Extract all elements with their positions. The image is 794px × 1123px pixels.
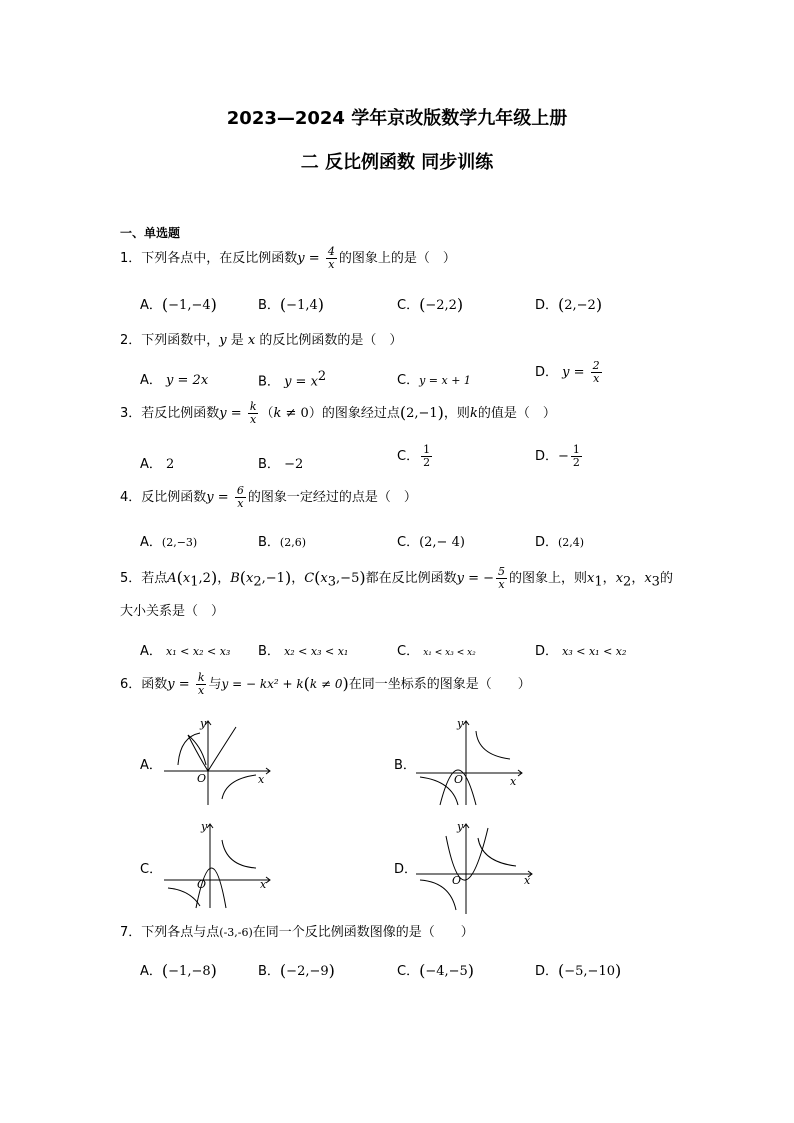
origin-label: O bbox=[454, 773, 464, 786]
option-exponent: 2 bbox=[317, 369, 327, 384]
q7-post: 在同一个反比例函数图像的是（ ） bbox=[252, 925, 474, 940]
q7-text: 7．下列各点与点 bbox=[120, 925, 220, 940]
q3-k: k bbox=[469, 406, 478, 421]
q3-post2: 的值是（ ） bbox=[477, 406, 556, 421]
q5-post2: 的 bbox=[659, 571, 673, 586]
option-label: D． bbox=[535, 298, 559, 313]
paren: ( bbox=[314, 568, 321, 587]
option-label: B． bbox=[258, 374, 280, 390]
question-5: 5．若点$A(x_1,2)$，$B(x_2,-1)$，$C(x_3,-5)$都在反比例函数y = − $\frac{5}{x}$ 的图象上，则$x_1$，$x_2$，$x_3$的 bbox=[120, 565, 673, 591]
hyperbola-branch-upper-right bbox=[476, 731, 510, 759]
paren: ) bbox=[317, 295, 324, 314]
q7-option-c[interactable] bbox=[397, 960, 474, 980]
option-label: A． bbox=[140, 964, 162, 979]
x-axis-label: x bbox=[260, 878, 267, 891]
q6-eq: = bbox=[174, 677, 194, 692]
q5-var: x bbox=[246, 571, 254, 586]
q2-option-a[interactable] bbox=[140, 369, 208, 388]
paren: ( bbox=[239, 568, 247, 587]
q5-sub: 1 bbox=[190, 574, 199, 590]
option-label: C． bbox=[397, 373, 420, 388]
q6-graph-c[interactable] bbox=[160, 818, 275, 910]
q1-num: 4 bbox=[327, 245, 335, 258]
paren: ( bbox=[303, 674, 310, 693]
option-value: x₂ < x₃ < x₁ bbox=[284, 645, 349, 658]
q5-option-d[interactable] bbox=[535, 640, 626, 659]
q6-option-d-label[interactable]: D． bbox=[394, 862, 418, 877]
q7-option-a[interactable] bbox=[140, 960, 217, 980]
paren: ( bbox=[176, 568, 183, 587]
q5-option-a[interactable] bbox=[140, 640, 230, 659]
origin-label: O bbox=[197, 878, 207, 891]
q1-var: y bbox=[297, 251, 305, 266]
q3-c-fraction bbox=[421, 444, 432, 469]
x-axis-label: x bbox=[258, 773, 265, 786]
option-value: y = x + 1 bbox=[419, 374, 471, 387]
fraction-num: 2 bbox=[592, 359, 600, 372]
q1-option-d[interactable] bbox=[535, 294, 602, 314]
question-1 bbox=[120, 246, 456, 271]
q4-text: 4．反比例函数 bbox=[120, 490, 207, 505]
q4-option-b[interactable] bbox=[258, 531, 306, 550]
q1-text: 1．下列各点中，在反比例函数 bbox=[120, 251, 298, 266]
option-value: −5,−10 bbox=[564, 964, 615, 979]
option-label: D． bbox=[535, 365, 559, 380]
option-label: C． bbox=[397, 644, 420, 659]
question-3 bbox=[120, 401, 556, 426]
q1-option-c[interactable] bbox=[397, 294, 463, 314]
option-value: x₁ < x₃ < x₂ bbox=[423, 648, 476, 658]
q3-option-d[interactable] bbox=[535, 444, 584, 469]
fraction-den: x bbox=[593, 372, 600, 385]
fraction-num: 6 bbox=[236, 484, 244, 497]
option-label: C． bbox=[397, 964, 420, 979]
q5-text: 5．若点 bbox=[120, 571, 168, 586]
question-4 bbox=[120, 485, 417, 510]
q6-expr: y = − kx² + k bbox=[221, 677, 304, 691]
option-value: 2,−2 bbox=[564, 298, 596, 313]
option-label: B． bbox=[258, 644, 280, 659]
option-label: D． bbox=[535, 449, 559, 464]
paren: ) bbox=[615, 961, 622, 980]
x-axis-label: x bbox=[524, 874, 531, 887]
option-value: −2 bbox=[284, 457, 304, 472]
q5-point-c: C bbox=[304, 571, 315, 586]
question-7 bbox=[120, 925, 474, 941]
paren: ) bbox=[284, 568, 292, 587]
option-label: C． bbox=[397, 449, 420, 464]
q6-var: y bbox=[167, 677, 175, 692]
fraction-num: k bbox=[197, 671, 205, 684]
q5-point-a: A bbox=[167, 571, 177, 586]
hyperbola-branch-lower-left bbox=[168, 888, 200, 906]
option-label: C． bbox=[397, 535, 420, 550]
option-label: A． bbox=[140, 457, 162, 472]
option-value: (2,− 4) bbox=[419, 535, 465, 550]
paren: ( bbox=[161, 961, 169, 980]
q3-d-fraction bbox=[571, 444, 582, 469]
paren: ) bbox=[328, 961, 335, 980]
q2-text: 2．下列函数中， bbox=[120, 333, 220, 348]
paren: ) bbox=[359, 568, 366, 587]
question-5-line2: 大小关系是（ ） bbox=[120, 604, 225, 619]
q5-rest: ,2 bbox=[198, 571, 211, 586]
q4-option-c[interactable] bbox=[397, 531, 465, 550]
q5-eq: = − bbox=[463, 571, 495, 586]
q7-point: (-3,-6) bbox=[219, 926, 253, 939]
option-value: y = 2x bbox=[166, 373, 209, 388]
option-label: D． bbox=[535, 535, 559, 550]
paren: ( bbox=[419, 295, 426, 314]
section-heading: 一、单选题 bbox=[120, 226, 181, 240]
option-label: B． bbox=[258, 964, 280, 979]
q5-sub: 3 bbox=[651, 574, 660, 590]
hyperbola-branch-lower-right bbox=[222, 775, 256, 799]
q5-mid: 都在反比例函数 bbox=[365, 571, 457, 586]
q6-cond: k ≠ 0 bbox=[309, 677, 343, 691]
y-axis-label: y bbox=[201, 820, 208, 833]
q6-graph-a[interactable] bbox=[160, 715, 275, 807]
option-value: (2,6) bbox=[279, 536, 306, 549]
q3-cond-k: k bbox=[273, 406, 282, 421]
q3-point: 2,−1 bbox=[406, 406, 438, 421]
hyperbola-branch-lower-left bbox=[420, 777, 458, 805]
q7-option-d[interactable] bbox=[535, 960, 621, 980]
fraction-den: x bbox=[198, 684, 205, 697]
option-label: B． bbox=[258, 535, 280, 550]
q5-option-b[interactable] bbox=[258, 640, 348, 659]
q5-x3: x bbox=[644, 571, 652, 586]
page-subtitle: 二 反比例函数 同步训练 bbox=[300, 152, 494, 173]
q2-var-y: y bbox=[219, 333, 227, 348]
fraction-num: 1 bbox=[423, 443, 431, 456]
origin-label: O bbox=[197, 772, 207, 785]
parabola-curve bbox=[446, 828, 488, 880]
q5-sub: 3 bbox=[327, 574, 337, 590]
q2-mid: 是 bbox=[226, 333, 248, 348]
fraction-num: k bbox=[249, 400, 257, 413]
paren: ) bbox=[595, 295, 603, 314]
option-value: −4,−5 bbox=[425, 964, 468, 979]
fraction-num: 5 bbox=[498, 565, 506, 578]
q1-eq: = bbox=[304, 251, 324, 266]
paren: ( bbox=[279, 295, 287, 314]
option-label: C． bbox=[397, 298, 420, 313]
q3-text: 3．若反比例函数 bbox=[120, 406, 220, 421]
paren: ) bbox=[467, 961, 475, 980]
q5-var: x bbox=[320, 571, 328, 586]
q2-post: 的反比例函数的是（ ） bbox=[255, 333, 403, 348]
q1-fraction bbox=[326, 246, 337, 271]
paren: ( bbox=[558, 295, 565, 314]
option-value: −2,−9 bbox=[286, 964, 329, 979]
option-label: B． bbox=[258, 457, 280, 472]
option-value: −1,−8 bbox=[168, 964, 211, 979]
q6-fraction bbox=[196, 672, 207, 697]
x-axis-label: x bbox=[510, 775, 517, 788]
option-label: A． bbox=[140, 535, 162, 550]
option-value: y = x bbox=[284, 374, 318, 390]
q5-option-c[interactable] bbox=[397, 640, 476, 659]
q5-x2: x bbox=[615, 571, 624, 586]
q2-option-b[interactable] bbox=[258, 369, 326, 389]
option-value: −1,−4 bbox=[168, 298, 211, 313]
option-value: 2 bbox=[166, 457, 175, 472]
q1-post: 的图象上的是（ ） bbox=[338, 251, 456, 266]
q1-den: x bbox=[328, 258, 335, 271]
q1-option-b[interactable] bbox=[258, 294, 324, 314]
q3-eq: = bbox=[226, 406, 246, 421]
fraction-den: x bbox=[250, 413, 257, 426]
fraction-den: x bbox=[237, 497, 244, 510]
q3-fraction bbox=[248, 401, 259, 426]
q5-sub: 2 bbox=[253, 574, 262, 590]
q3-post1: ，则 bbox=[443, 406, 470, 421]
q6-graph-d[interactable] bbox=[412, 818, 537, 916]
q7-option-b[interactable] bbox=[258, 960, 335, 980]
q5-sub: 1 bbox=[594, 574, 603, 590]
q4-option-a[interactable] bbox=[140, 531, 197, 550]
q3-option-c[interactable] bbox=[397, 444, 434, 469]
q4-eq: = bbox=[213, 490, 233, 505]
paren: ( bbox=[161, 295, 169, 314]
fraction-den: x bbox=[498, 578, 505, 591]
question-6 bbox=[120, 672, 531, 697]
q3-cond-open: （ bbox=[260, 406, 274, 421]
fraction-den: 2 bbox=[572, 456, 580, 469]
q5-sub: 2 bbox=[623, 574, 632, 590]
q3-cond-ne: ≠ 0 bbox=[281, 406, 309, 421]
q6-option-a-label[interactable]: A． bbox=[140, 758, 162, 773]
q2-var-x: x bbox=[247, 333, 256, 348]
q5-rest: ,−1 bbox=[261, 571, 285, 586]
paren: ( bbox=[558, 961, 565, 980]
paren: ( bbox=[419, 961, 426, 980]
q4-option-d[interactable] bbox=[535, 531, 584, 550]
q4-var: y bbox=[206, 490, 214, 505]
option-value: x₃ < x₁ < x₂ bbox=[562, 645, 627, 658]
option-value: x₁ < x₂ < x₃ bbox=[166, 645, 231, 658]
option-label: B． bbox=[258, 298, 280, 313]
q5-x1: x bbox=[587, 571, 595, 586]
q5-point-b: B bbox=[230, 571, 240, 586]
paren: ) bbox=[210, 961, 217, 980]
q6-mid: 与 bbox=[208, 677, 222, 692]
question-2 bbox=[120, 333, 402, 349]
q5-var-y: y bbox=[456, 571, 464, 586]
paren: ) bbox=[437, 403, 444, 422]
q2-option-c[interactable] bbox=[397, 369, 471, 388]
option-value: (2,−3) bbox=[161, 536, 198, 549]
option-value: y = bbox=[562, 365, 589, 380]
page-title: 2023—2024 学年京改版数学九年级上册 bbox=[226, 108, 568, 129]
fraction-num: 1 bbox=[572, 443, 580, 456]
y-axis-label: y bbox=[457, 820, 464, 833]
y-axis-label: y bbox=[457, 717, 464, 730]
q5-var: x bbox=[182, 571, 191, 586]
paren: ) bbox=[342, 674, 349, 693]
q3-cond-end: ）的图象经过点 bbox=[308, 406, 400, 421]
option-sign: − bbox=[558, 449, 569, 464]
y-axis-label: y bbox=[200, 717, 207, 730]
q4-fraction bbox=[235, 485, 246, 510]
option-value: −2,2 bbox=[425, 298, 457, 313]
q6-text: 6．函数 bbox=[120, 677, 168, 692]
parabola-curve bbox=[188, 727, 236, 771]
q2-d-fraction bbox=[591, 360, 602, 385]
q3-option-a[interactable] bbox=[140, 453, 174, 472]
option-label: D． bbox=[535, 644, 559, 659]
q3-option-b[interactable] bbox=[258, 453, 303, 472]
hyperbola-branch-lower-left bbox=[420, 880, 456, 910]
origin-label: O bbox=[452, 874, 462, 887]
option-label: A． bbox=[140, 298, 162, 313]
option-value: −1,4 bbox=[286, 298, 318, 313]
option-label: D． bbox=[535, 964, 559, 979]
paren: ) bbox=[456, 295, 464, 314]
q4-post: 的图象一定经过的点是（ ） bbox=[247, 490, 417, 505]
q6-option-b-label[interactable]: B． bbox=[394, 758, 416, 773]
q1-option-a[interactable] bbox=[140, 294, 217, 314]
q5-post: 的图象上，则 bbox=[509, 571, 588, 586]
option-label: A． bbox=[140, 644, 162, 659]
option-label: A． bbox=[140, 373, 162, 388]
q6-option-c-label[interactable]: C． bbox=[140, 862, 163, 877]
hyperbola-branch-upper-left bbox=[178, 733, 200, 765]
paren: ( bbox=[279, 961, 287, 980]
hyperbola-branch-upper-right bbox=[478, 838, 516, 866]
q3-var: y bbox=[219, 406, 227, 421]
fraction-den: 2 bbox=[423, 456, 431, 469]
paren: ( bbox=[399, 403, 407, 422]
q6-graph-b[interactable] bbox=[412, 715, 527, 807]
q2-option-d[interactable] bbox=[535, 360, 604, 385]
paren: ) bbox=[210, 568, 218, 587]
paren: ) bbox=[210, 295, 217, 314]
q6-post: 在同一坐标系的图象是（ ） bbox=[348, 677, 531, 692]
q5-fraction bbox=[496, 566, 507, 591]
option-value: (2,4) bbox=[558, 536, 585, 549]
hyperbola-branch-upper-right bbox=[222, 840, 256, 868]
q5-rest: ,−5 bbox=[336, 571, 360, 586]
